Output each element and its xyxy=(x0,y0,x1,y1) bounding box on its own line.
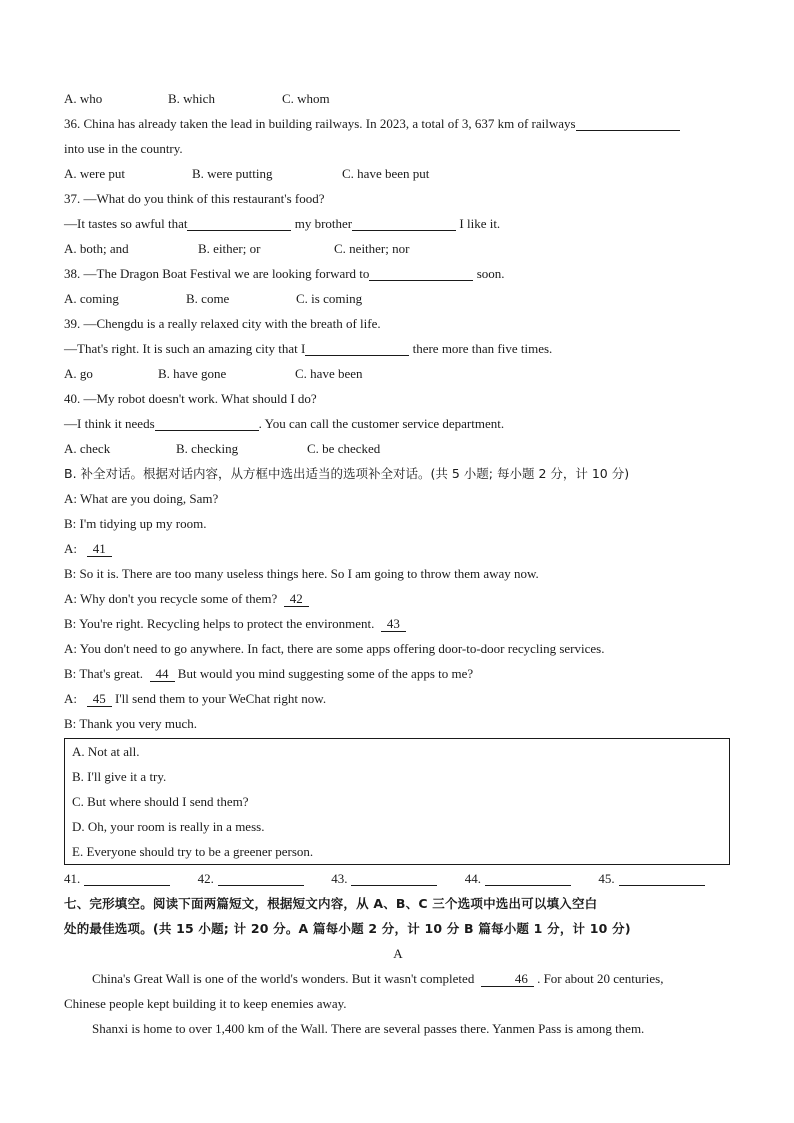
q37-text-b: my brother xyxy=(294,216,353,231)
blank-45[interactable]: 45 xyxy=(87,691,112,707)
blank-44[interactable]: 44 xyxy=(150,666,175,682)
q40-options xyxy=(64,436,732,461)
q37-option-b: B. either; or xyxy=(198,241,261,256)
q38-blank[interactable] xyxy=(369,265,473,281)
dialog-text: So it is. There are too many useless things here. So I am going to throw them away now. xyxy=(79,566,539,581)
dialog-text: You don't need to go anywhere. In fact, there are some apps offering door-to-door recycling services. xyxy=(79,641,605,656)
answer-blank[interactable] xyxy=(84,870,170,886)
q40-option-c: C. be checked xyxy=(307,441,381,456)
q36-stem xyxy=(64,111,732,136)
answer-label: 44. xyxy=(464,871,482,886)
choice-b: B. I'll give it a try. xyxy=(72,769,167,784)
answer-label: 41. xyxy=(64,871,81,886)
q36-option-c: C. have been put xyxy=(342,166,430,181)
choice-e: E. Everyone should try to be a greener person. xyxy=(72,844,314,859)
passage-p2: Shanxi is home to over 1,400 km of the Wall. There are several passes there. Yanmen Pass is among them. xyxy=(92,1021,645,1036)
dialog-speaker: B: xyxy=(64,716,77,731)
dialog-line-4 xyxy=(64,561,732,586)
passage-text-2: . For about 20 centuries, xyxy=(537,971,664,986)
q37-option-a: A. both; and xyxy=(64,241,129,256)
q38-line1 xyxy=(64,261,732,286)
dialog-text: I'm tidying up my room. xyxy=(79,516,207,531)
dialog-speaker: B: xyxy=(64,616,77,631)
q36-option-a: A. were put xyxy=(64,166,126,181)
q39-text-b: there more than five times. xyxy=(412,341,553,356)
q40-option-b: B. checking xyxy=(176,441,239,456)
blank-42[interactable]: 42 xyxy=(284,591,309,607)
q39-blank[interactable] xyxy=(305,340,409,356)
q39-option-a: A. go xyxy=(64,366,93,381)
passage-label: A xyxy=(393,946,403,961)
dialog-speaker: B: xyxy=(64,516,77,531)
answer-blank[interactable] xyxy=(619,870,705,886)
q38-text-b: soon. xyxy=(476,266,505,281)
passage-text: China's Great Wall is one of the world's wonders. But it wasn't completed xyxy=(92,971,475,986)
q40-blank[interactable] xyxy=(155,415,259,431)
dialog-speaker: B: xyxy=(64,566,77,581)
q38-options xyxy=(64,286,732,311)
answer-45 xyxy=(598,866,732,891)
dialog-speaker: A: xyxy=(64,491,77,506)
section-b-title: B. 补全对话。根据对话内容，从方框中选出适当的选项补全对话。(共 5 小题; 每小题 2 分，计 10 分) xyxy=(64,466,630,481)
choice-c: C. But where should I send them? xyxy=(72,794,249,809)
dialog-line-9 xyxy=(64,686,732,711)
q40-line2 xyxy=(64,411,732,436)
q40-text-a: —I think it needs xyxy=(64,416,155,431)
dialog-line-3 xyxy=(64,536,732,561)
worksheet-page xyxy=(64,86,732,1041)
q39-text-a: —That's right. It is such an amazing city that I xyxy=(64,341,306,356)
q37-blank-1[interactable] xyxy=(187,215,291,231)
dialog-text: Why don't you recycle some of them? xyxy=(80,591,278,606)
q36-stem-text: 36. China has already taken the lead in building railways. In 2023, a total of 3, 637 km of railways xyxy=(64,116,576,131)
dialog-speaker: A: xyxy=(64,591,77,606)
q38-option-b: B. come xyxy=(186,291,230,306)
dialog-text: I'll send them to your WeChat right now. xyxy=(115,691,327,706)
dialog-line-1 xyxy=(64,486,732,511)
q39-line2 xyxy=(64,336,732,361)
q37-text-a: —It tastes so awful that xyxy=(64,216,188,231)
blank-46[interactable]: 46 xyxy=(481,971,534,987)
dialog-speaker: A: xyxy=(64,691,77,706)
answer-label: 42. xyxy=(197,871,214,886)
dialog-text: Thank you very much. xyxy=(79,716,198,731)
q39-options xyxy=(64,361,732,386)
section-7-title-2: 处的最佳选项。(共 15 小题; 计 20 分。A 篇每小题 2 分，计 10 分 B 篇每小题 1 分，计 10 分) xyxy=(64,921,631,936)
choice-a: A. Not at all. xyxy=(72,744,140,759)
answer-label: 43. xyxy=(331,871,348,886)
q35-option-a: A. who xyxy=(64,91,103,106)
answer-label: 45. xyxy=(598,871,615,886)
q35-option-b: B. which xyxy=(168,91,215,106)
answer-blank[interactable] xyxy=(218,870,304,886)
q40-text-b: . You can call the customer service department. xyxy=(258,416,505,431)
q37-blank-2[interactable] xyxy=(352,215,456,231)
q35-options xyxy=(64,86,732,111)
dialog-text: What are you doing, Sam? xyxy=(80,491,219,506)
answer-blank[interactable] xyxy=(351,870,437,886)
dialog-text: You're right. Recycling helps to protect the environment. xyxy=(79,616,375,631)
choice-box xyxy=(64,738,730,865)
q36-stem-cont: into use in the country. xyxy=(64,141,183,156)
q36-options xyxy=(64,161,732,186)
q37-option-c: C. neither; nor xyxy=(334,241,410,256)
dialog-line-8 xyxy=(64,661,732,686)
dialog-text: That's great. xyxy=(79,666,144,681)
dialog-speaker: A: xyxy=(64,541,77,556)
dialog-speaker: A: xyxy=(64,641,77,656)
dialog-line-2 xyxy=(64,511,732,536)
dialog-text-2: But would you mind suggesting some of the apps to me? xyxy=(177,666,474,681)
q40-option-a: A. check xyxy=(64,441,111,456)
section-7-title-1: 七、完形填空。阅读下面两篇短文，根据短文内容，从 A、B、C 三个选项中选出可以填入空白 xyxy=(64,896,598,911)
q40-line1: 40. —My robot doesn't work. What should I do? xyxy=(64,391,317,406)
answer-43 xyxy=(331,866,465,891)
q35-option-c: C. whom xyxy=(282,91,330,106)
q39-line1: 39. —Chengdu is a really relaxed city with the breath of life. xyxy=(64,316,381,331)
answer-41 xyxy=(64,866,198,891)
q38-text-a: 38. —The Dragon Boat Festival we are looking forward to xyxy=(64,266,370,281)
q39-option-c: C. have been xyxy=(295,366,363,381)
q36-option-b: B. were putting xyxy=(192,166,273,181)
q37-line2 xyxy=(64,211,732,236)
q36-blank[interactable] xyxy=(576,115,680,131)
q37-text-c: I like it. xyxy=(459,216,501,231)
q37-options xyxy=(64,236,732,261)
q37-line1: 37. —What do you think of this restaurant's food? xyxy=(64,191,325,206)
q39-option-b: B. have gone xyxy=(158,366,227,381)
dialog-line-10 xyxy=(64,711,732,736)
answer-44 xyxy=(465,866,599,891)
passage-p1-cont: Chinese people kept building it to keep enemies away. xyxy=(64,996,347,1011)
choice-d: D. Oh, your room is really in a mess. xyxy=(72,819,265,834)
q38-option-a: A. coming xyxy=(64,291,119,306)
answer-blank[interactable] xyxy=(485,870,571,886)
blank-43[interactable]: 43 xyxy=(381,616,406,632)
dialog-line-7 xyxy=(64,636,732,661)
dialog-speaker: B: xyxy=(64,666,77,681)
q38-option-c: C. is coming xyxy=(296,291,363,306)
answer-42 xyxy=(198,866,332,891)
answer-line xyxy=(64,866,732,891)
dialog-line-6 xyxy=(64,611,732,636)
passage-p1 xyxy=(64,966,732,991)
blank-41[interactable]: 41 xyxy=(87,541,112,557)
dialog-line-5 xyxy=(64,586,732,611)
